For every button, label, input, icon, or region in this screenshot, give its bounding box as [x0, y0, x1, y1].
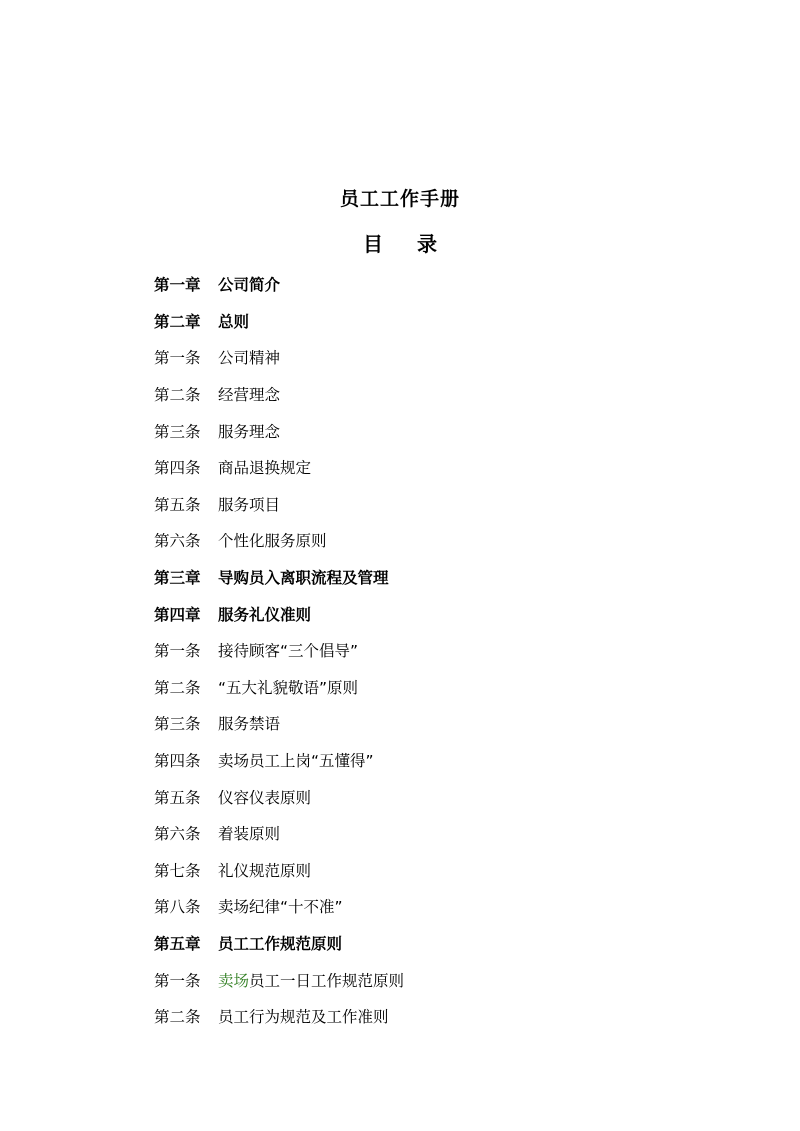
toc-entry-number: 第七条	[154, 861, 201, 880]
document-title: 员工工作手册	[339, 188, 460, 210]
toc-entry-title	[218, 969, 404, 991]
toc-entry-number: 第一条	[154, 642, 201, 661]
toc-entry-number: 第二条	[154, 678, 201, 697]
toc-entry-number: 第四条	[154, 459, 201, 478]
toc-entry-title: 卖场纪律“十不准”	[218, 898, 343, 917]
toc-entry	[154, 925, 714, 962]
toc-entry-number: 第二章	[154, 312, 201, 331]
toc-entry-title: 经营理念	[218, 386, 281, 405]
toc-entry-number: 第一章	[154, 276, 201, 295]
table-of-contents	[154, 266, 714, 1034]
toc-entry	[154, 559, 714, 596]
toc-entry-number: 第五章	[154, 934, 201, 953]
toc-heading-left: 目	[363, 232, 383, 256]
toc-entry	[154, 705, 714, 742]
toc-entry-title: 着装原则	[218, 825, 281, 844]
toc-entry-title: 员工工作规范原则	[218, 934, 343, 953]
toc-entry	[154, 852, 714, 889]
toc-entry	[154, 961, 714, 998]
toc-entry	[154, 632, 714, 669]
toc-entry-title: 服务理念	[218, 422, 281, 441]
toc-entry-number: 第五条	[154, 788, 201, 807]
toc-entry-number: 第三条	[154, 422, 201, 441]
toc-entry	[154, 669, 714, 706]
toc-entry-number: 第八条	[154, 898, 201, 917]
toc-entry-highlight: 卖场	[218, 971, 250, 990]
toc-entry-title: 服务禁语	[218, 715, 281, 734]
toc-entry-title: 个性化服务原则	[218, 532, 327, 551]
toc-heading-right: 录	[417, 232, 437, 256]
toc-entry-number: 第二条	[154, 386, 201, 405]
toc-entry	[154, 815, 714, 852]
toc-entry-number: 第一条	[154, 971, 201, 990]
toc-entry-title: 商品退换规定	[218, 459, 312, 478]
toc-entry	[154, 486, 714, 523]
toc-entry-number: 第一条	[154, 349, 201, 368]
toc-entry-number: 第五条	[154, 495, 201, 514]
toc-entry-title: 服务项目	[218, 495, 281, 514]
toc-entry	[154, 595, 714, 632]
toc-entry-title: 总则	[218, 312, 250, 331]
toc-entry-title: 公司精神	[218, 349, 281, 368]
toc-entry-number: 第四章	[154, 605, 201, 624]
toc-entry-number: 第三章	[154, 569, 201, 588]
toc-entry-title: 接待顾客“三个倡导”	[218, 642, 359, 661]
toc-entry	[154, 303, 714, 340]
toc-entry	[154, 998, 714, 1035]
toc-entry	[154, 522, 714, 559]
toc-entry	[154, 376, 714, 413]
toc-entry	[154, 888, 714, 925]
toc-entry-number: 第三条	[154, 715, 201, 734]
toc-entry-number: 第六条	[154, 532, 201, 551]
toc-entry-title: 仪容仪表原则	[218, 788, 312, 807]
toc-entry-title: “五大礼貌敬语”原则	[218, 678, 359, 697]
toc-entry-number: 第二条	[154, 1008, 201, 1027]
toc-entry-title: 员工行为规范及工作准则	[218, 1008, 389, 1027]
toc-entry	[154, 266, 714, 303]
toc-entry-number: 第四条	[154, 752, 201, 771]
toc-entry	[154, 339, 714, 376]
toc-heading	[0, 228, 800, 257]
toc-entry	[154, 412, 714, 449]
toc-entry-title: 卖场员工上岗“五懂得”	[218, 752, 374, 771]
toc-entry-number: 第六条	[154, 825, 201, 844]
toc-entry	[154, 742, 714, 779]
toc-entry-title: 导购员入离职流程及管理	[218, 569, 389, 588]
toc-entry-title: 礼仪规范原则	[218, 861, 312, 880]
toc-entry-title: 公司简介	[218, 276, 281, 295]
toc-entry-title-rest: 员工一日工作规范原则	[249, 971, 405, 990]
toc-entry	[154, 449, 714, 486]
toc-entry	[154, 778, 714, 815]
toc-entry-title: 服务礼仪准则	[218, 605, 312, 624]
